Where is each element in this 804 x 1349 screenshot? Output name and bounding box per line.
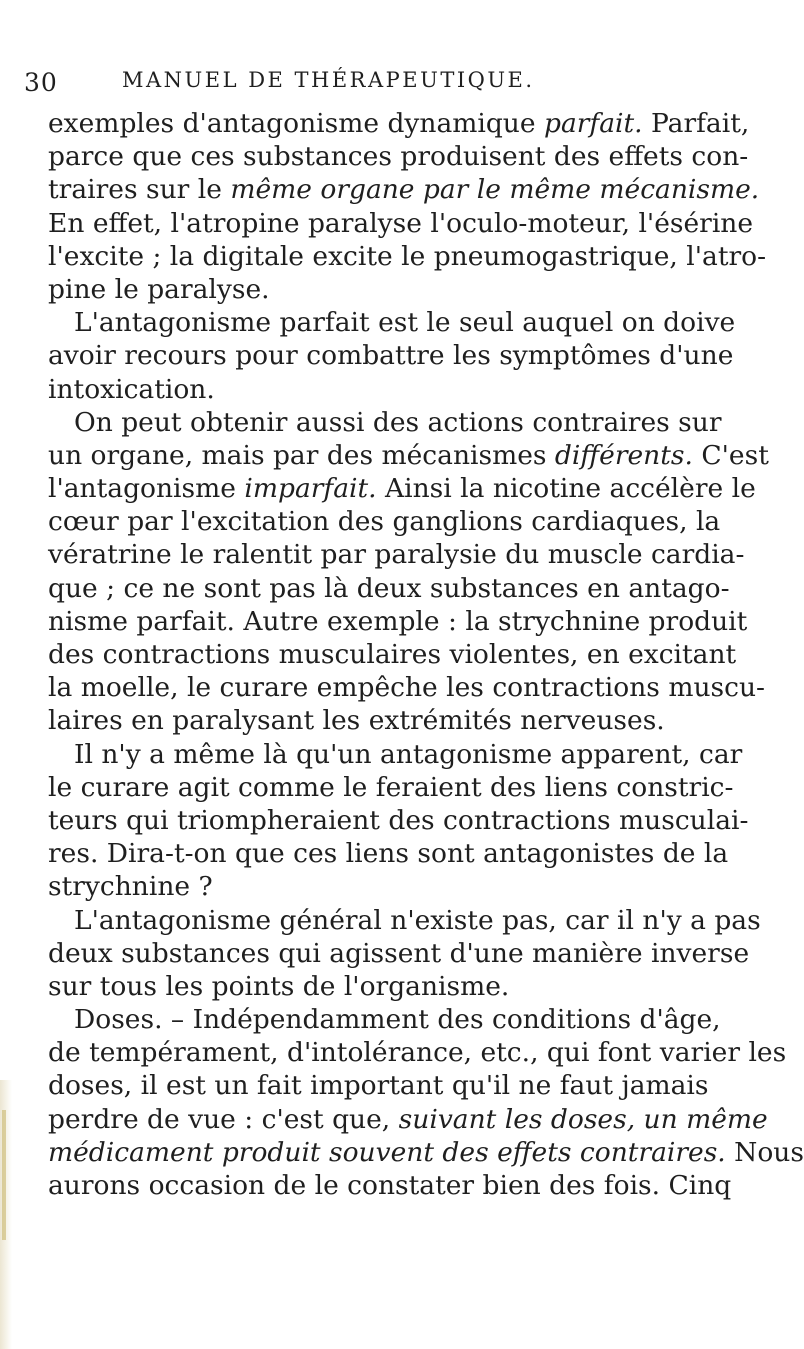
text-line	[48, 173, 768, 206]
text-line	[48, 1003, 768, 1036]
line-text: la moelle, le curare empêche les contractions muscu-	[48, 672, 765, 704]
line-text: parce que ces substances produisent des effets con-	[48, 141, 749, 173]
line-text: un organe, mais par des mécanismes	[48, 439, 555, 471]
text-line	[48, 1136, 804, 1169]
line-text-after: Ainsi la nicotine accélère le	[376, 473, 756, 505]
line-text: teurs qui triompheraient des contractions musculai-	[48, 804, 749, 836]
text-line	[48, 1169, 768, 1202]
line-italic-text: même organe par le même mécanisme.	[230, 174, 760, 206]
line-text: l'antagonisme	[48, 473, 245, 505]
line-text: avoir recours pour combattre les symptômes d'une	[48, 340, 734, 372]
line-text: vératrine le ralentit par paralysie du muscle cardia-	[48, 539, 745, 571]
line-text: nisme parfait. Autre exemple : la strychnine produit	[48, 605, 748, 637]
text-line	[48, 140, 768, 173]
line-text: laires en paralysant les extrémités nerveuses.	[48, 705, 665, 737]
line-text: perdre de vue : c'est que,	[48, 1103, 399, 1135]
line-text: traires sur le	[48, 174, 231, 206]
text-line	[48, 937, 768, 970]
text-line	[48, 207, 768, 240]
line-text: Il n'y a même là qu'un antagonisme apparent, car	[74, 738, 743, 770]
text-line	[48, 538, 768, 571]
line-text: sur tous les points de l'organisme.	[48, 970, 510, 1002]
line-italic-text: médicament produit souvent des effets contraires.	[48, 1136, 726, 1168]
text-line	[48, 107, 768, 140]
text-line	[48, 704, 768, 737]
line-italic-text: suivant les doses, un même	[398, 1103, 768, 1135]
line-text-after: C'est	[692, 439, 769, 471]
line-text: En effet, l'atropine paralyse l'oculo-moteur, l'ésérine	[48, 207, 754, 239]
line-text: deux substances qui agissent d'une manière inverse	[48, 937, 750, 969]
text-line	[48, 273, 768, 306]
running-title: MANUEL DE THÉRAPEUTIQUE.	[122, 68, 535, 92]
text-line	[48, 970, 768, 1003]
text-line	[48, 406, 768, 439]
text-line	[48, 339, 768, 372]
text-line	[48, 306, 768, 339]
text-line	[48, 1036, 787, 1069]
text-line	[48, 373, 768, 406]
body-text	[48, 107, 804, 1202]
text-line	[48, 671, 768, 704]
line-text: cœur par l'excitation des ganglions cardiaques, la	[48, 506, 721, 538]
text-line	[48, 904, 768, 937]
line-text: de tempérament, d'intolérance, etc., qui font varier les	[48, 1037, 787, 1069]
line-text: exemples d'antagonisme dynamique	[48, 108, 544, 139]
page-edge-mark	[2, 1110, 6, 1240]
line-text: L'antagonisme général n'existe pas, car il n'y a pas	[74, 904, 761, 936]
line-text: On peut obtenir aussi des actions contraires sur	[74, 406, 722, 438]
line-text: res. Dira-t-on que ces liens sont antagonistes de la	[48, 838, 729, 870]
text-line	[48, 572, 768, 605]
line-text: que ; ce ne sont pas là deux substances en antago-	[48, 572, 730, 604]
text-line	[48, 240, 768, 273]
line-text: strychnine ?	[48, 871, 213, 903]
line-text: doses, il est un fait important qu'il ne faut jamais	[48, 1070, 709, 1102]
page-number: 30	[24, 68, 58, 97]
line-italic-text: différents.	[554, 439, 693, 471]
line-italic-text: parfait.	[543, 108, 643, 139]
text-line	[48, 1103, 768, 1136]
line-text: le curare agit comme le feraient des liens constric-	[48, 771, 734, 803]
text-line	[48, 439, 768, 472]
line-text: l'excite ; la digitale excite le pneumogastrique, l'atro-	[48, 240, 767, 272]
text-line	[48, 638, 768, 671]
line-text-after: Nous	[725, 1136, 804, 1168]
line-text-after: Parfait,	[642, 108, 750, 139]
text-line	[48, 804, 768, 837]
line-text: aurons occasion de le constater bien des fois. Cinq	[48, 1170, 732, 1201]
text-line	[48, 738, 768, 771]
line-text: pine le paralyse.	[48, 273, 270, 305]
line-text: des contractions musculaires violentes, en excitant	[48, 639, 737, 670]
running-head	[24, 62, 724, 96]
text-line	[48, 472, 768, 505]
text-line	[48, 837, 768, 870]
line-text: L'antagonisme parfait est le seul auquel on doive	[74, 307, 736, 339]
text-line	[48, 505, 768, 538]
text-line	[48, 870, 768, 903]
text-line	[48, 1069, 768, 1102]
text-line	[48, 771, 768, 804]
line-italic-text: imparfait.	[244, 473, 377, 505]
text-line	[48, 605, 768, 638]
line-text: intoxication.	[48, 373, 215, 405]
line-text: Doses. – Indépendamment des conditions d'âge,	[74, 1004, 721, 1036]
